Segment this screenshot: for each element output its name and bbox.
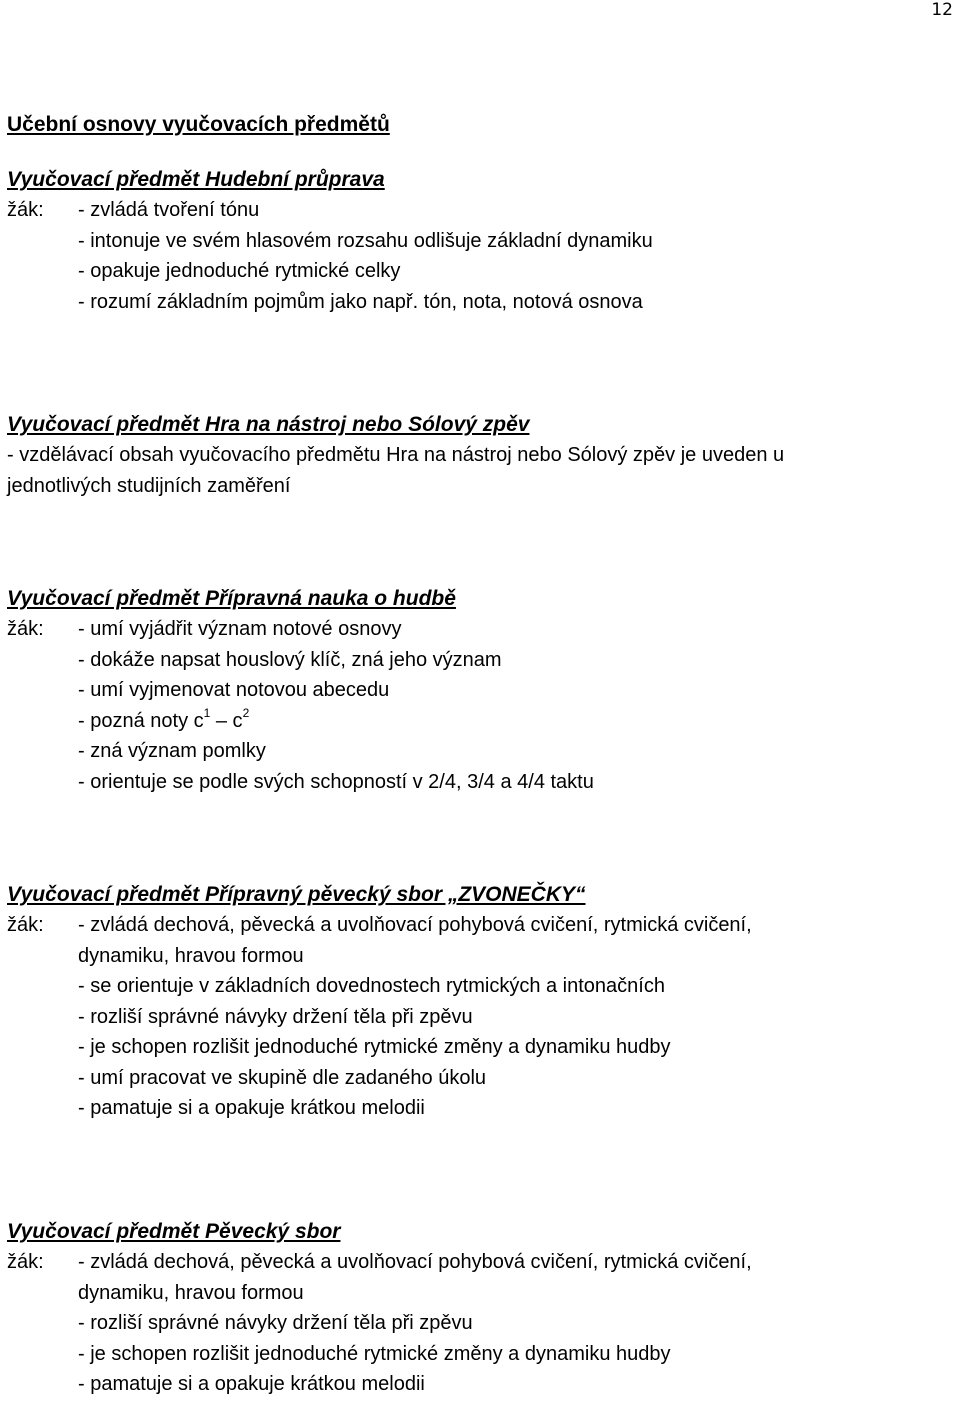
student-label: žák: (7, 1251, 44, 1273)
list-item: dynamiku, hravou formou (78, 1281, 304, 1304)
list-item: - dokáže napsat houslový klíč, zná jeho význam (78, 648, 502, 671)
student-label: žák: (7, 618, 44, 640)
section-heading: Vyučovací předmět Pěvecký sbor (7, 1220, 341, 1243)
section-heading: Vyučovací předmět Hra na nástroj nebo Sólový zpěv (7, 413, 530, 436)
list-item: - je schopen rozlišit jednoduché rytmické změny a dynamiku hudby (78, 1342, 671, 1365)
list-item: žák: - zvládá dechová, pěvecká a uvolňovací pohybová cvičení, rytmická cvičení, (7, 1247, 957, 1278)
list-item: - se orientuje v základních dovednostech rytmických a intonačních (78, 975, 665, 997)
section-hudebni-pruprava (7, 165, 957, 317)
section-hra-na-nastroj (7, 410, 957, 501)
list-item: - zná význam pomlky (78, 740, 266, 762)
section-heading: Vyučovací předmět Přípravný pěvecký sbor „ZVONEČKY“ (7, 883, 586, 906)
section-pripravny-pevecky-sbor (7, 880, 957, 1124)
list-item: - pamatuje si a opakuje krátkou melodii (78, 1097, 425, 1119)
list-item: žák: - umí vyjádřit význam notové osnovy (7, 614, 957, 645)
list-item: - pozná noty $c^1 - c^2$ (78, 705, 250, 732)
list-item: - pamatuje si a opakuje krátkou melodii (78, 1373, 425, 1395)
list-item: - rozumí základním pojmům jako např. tón, nota, notová osnova (78, 290, 643, 313)
section-paragraph: - vzdělávací obsah vyučovacího předmětu Hra na nástroj nebo Sólový zpěv je uveden u jednotlivých studijních zaměření (7, 444, 785, 497)
section-heading: Vyučovací předmět Hudební průprava (7, 168, 385, 191)
list-item: - je schopen rozlišit jednoduché rytmické změny a dynamiku hudby (78, 1036, 671, 1058)
list-item: žák: - zvládá tvoření tónu (7, 195, 957, 226)
document-title: Učební osnovy vyučovacích předmětů (7, 113, 390, 136)
list-item: - rozliší správné návyky držení těla při zpěvu (78, 1312, 473, 1334)
section-pripravna-nauka (7, 584, 957, 797)
list-item: žák: - zvládá dechová, pěvecká a uvolňovací pohybová cvičení, rytmická cvičení, (7, 910, 957, 941)
list-item: - intonuje ve svém hlasovém rozsahu odlišuje základní dynamiku (78, 229, 653, 252)
student-label: žák: (7, 199, 44, 221)
student-label: žák: (7, 914, 44, 936)
page-number: 12 (931, 0, 953, 20)
list-item: - rozliší správné návyky držení těla při zpěvu (78, 1005, 473, 1028)
list-item: - opakuje jednoduché rytmické celky (78, 260, 401, 282)
list-item: - umí pracovat ve skupině dle zadaného úkolu (78, 1066, 487, 1089)
list-item: - umí vyjmenovat notovou abecedu (78, 679, 390, 701)
section-pevecky-sbor (7, 1217, 957, 1400)
list-item: - orientuje se podle svých schopností v 2/4, 3/4 a 4/4 taktu (78, 770, 594, 793)
section-heading: Vyučovací předmět Přípravná nauka o hudbě (7, 587, 456, 610)
list-item: dynamiku, hravou formou (78, 944, 304, 967)
